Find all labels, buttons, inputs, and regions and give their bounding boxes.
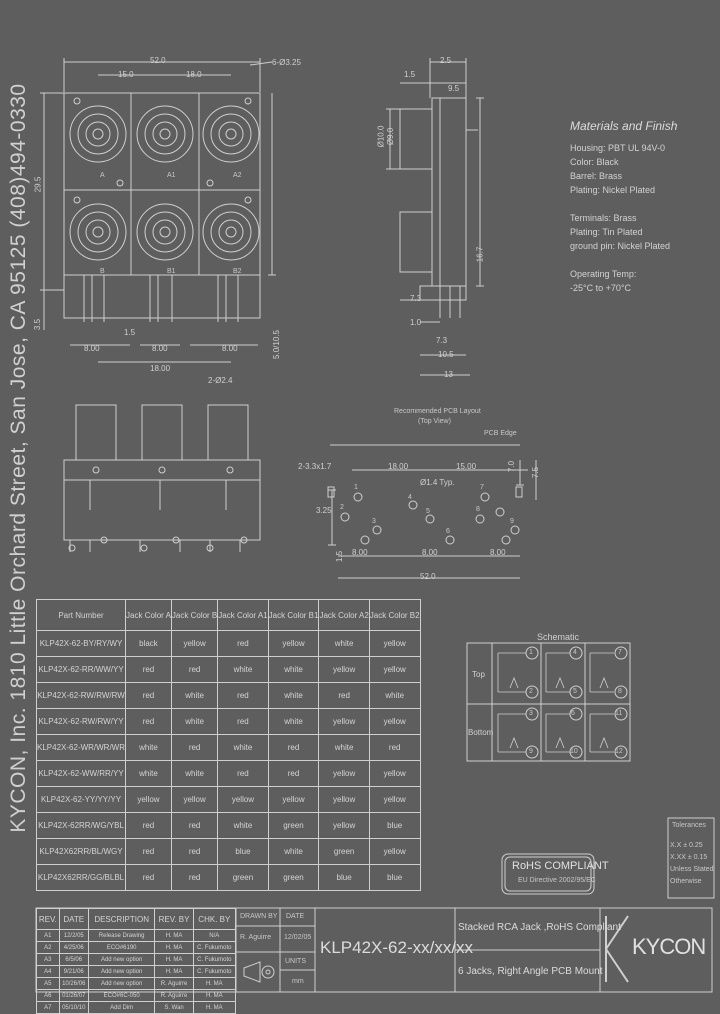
- table-cell: ECO#6190: [88, 942, 155, 954]
- materials-line: ground pin: Nickel Plated: [570, 241, 671, 251]
- description-line-2: 6 Jacks, Right Angle PCB Mount: [458, 966, 603, 977]
- dim-2-5: 2.5: [440, 56, 452, 65]
- dim-15: 15.0: [118, 70, 134, 79]
- table-cell: 05/10/10: [59, 1002, 88, 1014]
- dim-slot: 2-3.3x1.7: [298, 462, 332, 471]
- materials-line: [570, 253, 670, 267]
- dim-1-0: 1.0: [410, 318, 422, 327]
- table-cell: red: [319, 683, 369, 709]
- table-cell: red: [218, 683, 268, 709]
- table-cell: yellow: [218, 787, 268, 813]
- jack-label-b2: B2: [233, 268, 242, 275]
- revision-header-cell: DESCRIPTION: [88, 909, 155, 930]
- dim-15-00: 15.00: [456, 462, 477, 471]
- table-row: [37, 930, 236, 942]
- table-cell: A6: [37, 990, 60, 1002]
- pcb-pin-9: 9: [510, 518, 514, 525]
- dim-7-3: 7.3: [410, 294, 422, 303]
- table-cell: A2: [37, 942, 60, 954]
- dim-8-00-a: 8.00: [84, 344, 100, 353]
- table-cell: yellow: [319, 813, 369, 839]
- table-cell: A5: [37, 978, 60, 990]
- table-cell: white: [171, 683, 217, 709]
- dim-3-25: 3.25: [316, 506, 332, 515]
- kycon-logo: KYCON: [632, 934, 706, 959]
- table-cell: white: [268, 657, 319, 683]
- table-cell: H. MA: [155, 966, 193, 978]
- part-table-header-cell: Part Number: [37, 600, 126, 631]
- table-cell: Add new option: [88, 954, 155, 966]
- pcb-layout-title: Recommended PCB Layout: [394, 408, 481, 415]
- schem-pin-6: 6: [571, 710, 575, 717]
- table-cell: KLP42X-62-RW/RW/RW: [37, 683, 126, 709]
- table-row: [37, 709, 421, 735]
- table-cell: red: [126, 839, 172, 865]
- dim-9-5: 9.5: [448, 84, 460, 93]
- units-label: UNITS: [285, 958, 306, 965]
- table-cell: white: [319, 735, 369, 761]
- table-cell: red: [268, 761, 319, 787]
- table-cell: white: [268, 709, 319, 735]
- table-row: [37, 978, 236, 990]
- dim-dia-10: Ø10.0: [376, 125, 386, 148]
- dim-13: 13: [444, 370, 453, 379]
- revision-header-cell: DATE: [59, 909, 88, 930]
- table-cell: R. Aguirre: [155, 990, 193, 1002]
- materials-line: Color: Black: [570, 157, 619, 167]
- tolerance-line: Unless Stated: [670, 866, 714, 873]
- table-cell: H. MA: [155, 954, 193, 966]
- table-cell: yellow: [369, 839, 420, 865]
- part-table-body: [37, 631, 421, 891]
- schem-pin-11: 11: [615, 710, 623, 717]
- part-table-header-cell: Jack Color B1: [268, 600, 319, 631]
- materials-line: Barrel: Brass: [570, 171, 623, 181]
- revision-table: [36, 908, 236, 1014]
- tolerances-list: [670, 840, 714, 888]
- materials-line: -25°C to +70°C: [570, 283, 631, 293]
- front-view: [40, 58, 276, 362]
- table-row: [37, 735, 421, 761]
- table-cell: red: [218, 631, 268, 657]
- dim-hole-callout: 6-Ø3.25: [272, 58, 301, 67]
- side-view: [386, 58, 484, 375]
- table-cell: yellow: [171, 631, 217, 657]
- jack-label-b: B: [100, 268, 105, 275]
- schem-pin-3: 3: [529, 710, 533, 717]
- table-cell: white: [126, 735, 172, 761]
- table-cell: green: [319, 839, 369, 865]
- table-cell: red: [268, 735, 319, 761]
- materials-line: [570, 197, 670, 211]
- dim-hole-typ: Ø1.4 Typ.: [420, 478, 455, 487]
- table-cell: white: [126, 761, 172, 787]
- description-line-1: Stacked RCA Jack ,RoHS Compliant: [458, 922, 621, 933]
- materials-list: [570, 141, 670, 295]
- table-cell: white: [268, 683, 319, 709]
- dim-1-5-c: 1.5: [335, 550, 345, 563]
- jack-label-a1: A1: [167, 172, 176, 179]
- dim-8-00-b: 8.00: [152, 344, 168, 353]
- table-cell: green: [268, 813, 319, 839]
- table-row: [37, 683, 421, 709]
- table-cell: Add Dim: [88, 1002, 155, 1014]
- dim-8-00-f: 8.00: [490, 548, 506, 557]
- table-cell: KLP42X62RR/GG/BLBL: [37, 865, 126, 891]
- schem-pin-8: 8: [618, 688, 622, 695]
- table-cell: H. MA: [193, 978, 235, 990]
- table-cell: white: [171, 709, 217, 735]
- table-cell: white: [218, 657, 268, 683]
- table-cell: yellow: [319, 709, 369, 735]
- table-cell: ECO#6C-050: [88, 990, 155, 1002]
- table-cell: yellow: [369, 761, 420, 787]
- dim-18: 18.0: [186, 70, 202, 79]
- table-cell: 12/2/05: [59, 930, 88, 942]
- table-cell: red: [218, 709, 268, 735]
- jack-label-b1: B1: [167, 268, 176, 275]
- tolerance-line: X.X ± 0.25: [670, 842, 703, 849]
- dim-16-7: 16.7: [475, 246, 485, 263]
- part-number-table: [36, 599, 421, 891]
- table-cell: yellow: [268, 787, 319, 813]
- table-row: [37, 813, 421, 839]
- schem-pin-1: 1: [529, 649, 533, 656]
- table-cell: yellow: [268, 631, 319, 657]
- jack-label-a: A: [100, 172, 105, 179]
- table-row: [37, 761, 421, 787]
- table-cell: white: [319, 631, 369, 657]
- schem-pin-7: 7: [618, 649, 622, 656]
- dim-7-3-b: 7.3: [436, 336, 448, 345]
- dim-dia-9: Ø9.0: [386, 127, 396, 146]
- part-number-title: KLP42X-62-xx/xx/xx: [320, 938, 474, 957]
- table-row: [37, 865, 421, 891]
- table-cell: C. Fukumoto: [193, 942, 235, 954]
- table-cell: KLP42X-62-WR/WR/WR: [37, 735, 126, 761]
- schematic-bottom-label: Bottom: [468, 728, 494, 737]
- table-cell: Add new option: [88, 978, 155, 990]
- table-cell: blue: [218, 839, 268, 865]
- schem-pin-4: 4: [573, 649, 577, 656]
- table-cell: KLP42X62RR/BL/WGY: [37, 839, 126, 865]
- pcb-pin-7: 7: [480, 484, 484, 491]
- table-cell: red: [171, 657, 217, 683]
- dim-29-5: 29.5: [33, 176, 43, 193]
- table-cell: white: [218, 735, 268, 761]
- schem-pin-12: 12: [615, 748, 623, 755]
- pcb-pin-6: 6: [446, 528, 450, 535]
- revision-header-cell: REV.: [37, 909, 60, 930]
- table-row: [37, 657, 421, 683]
- table-cell: red: [126, 865, 172, 891]
- table-cell: yellow: [369, 709, 420, 735]
- dim-1-5: 1.5: [404, 70, 416, 79]
- dim-3-5: 3.5: [33, 318, 43, 331]
- table-cell: KLP42X-62-BY/RY/WY: [37, 631, 126, 657]
- table-cell: red: [171, 735, 217, 761]
- pcb-pin-4: 4: [408, 494, 412, 501]
- schem-pin-2: 2: [529, 688, 533, 695]
- pcb-pin-1: 1: [354, 484, 358, 491]
- table-cell: Add new option: [88, 966, 155, 978]
- table-cell: yellow: [369, 787, 420, 813]
- rohs-title: RoHS COMPLIANT: [512, 860, 609, 872]
- table-cell: C. Fukumoto: [193, 966, 235, 978]
- units-value: mm: [292, 978, 304, 985]
- revision-table-body: [37, 930, 236, 1014]
- part-table-header-cell: Jack Color B2: [369, 600, 420, 631]
- table-cell: 10/26/06: [59, 978, 88, 990]
- revision-header-cell: REV. BY: [155, 909, 193, 930]
- dim-8-00-c: 8.00: [222, 344, 238, 353]
- table-cell: KLP42X-62-RR/WW/YY: [37, 657, 126, 683]
- table-cell: 4/25/06: [59, 942, 88, 954]
- schem-pin-9: 9: [529, 748, 533, 755]
- dim-8-00-e: 8.00: [422, 548, 438, 557]
- table-cell: red: [171, 813, 217, 839]
- pcb-pin-5: 5: [426, 508, 430, 515]
- table-cell: H. MA: [155, 930, 193, 942]
- company-address-vertical: KYCON, Inc. 1810 Little Orchard Street, San Jose, CA 95125 (408)494-0330: [7, 83, 30, 833]
- part-table-header-cell: Jack Color B: [171, 600, 217, 631]
- pcb-pin-3: 3: [372, 518, 376, 525]
- table-cell: KLP42X-62-YY/YY/YY: [37, 787, 126, 813]
- tolerance-line: X.XX ± 0.15: [670, 854, 708, 861]
- dim-52-b: 52.0: [420, 572, 436, 581]
- revision-table-header-row: [37, 909, 236, 930]
- schem-pin-10: 10: [570, 748, 578, 755]
- table-cell: yellow: [171, 787, 217, 813]
- tolerance-line: Otherwise: [670, 878, 702, 885]
- pcb-edge-label: PCB Edge: [484, 430, 517, 437]
- dim-8-00-d: 8.00: [352, 548, 368, 557]
- schematic-top-label: Top: [472, 670, 485, 679]
- table-row: [37, 990, 236, 1002]
- table-cell: red: [126, 683, 172, 709]
- table-cell: red: [126, 813, 172, 839]
- part-table-header-cell: Jack Color A: [126, 600, 172, 631]
- table-cell: red: [171, 839, 217, 865]
- table-cell: 6/5/06: [59, 954, 88, 966]
- table-cell: 9/21/06: [59, 966, 88, 978]
- materials-line: Housing: PBT UL 94V-0: [570, 143, 666, 153]
- table-row: [37, 942, 236, 954]
- table-cell: S. Wan: [155, 1002, 193, 1014]
- pcb-pin-2: 2: [340, 504, 344, 511]
- materials-line: Operating Temp:: [570, 269, 637, 279]
- table-cell: KLP42X-62-RW/RW/YY: [37, 709, 126, 735]
- part-table-header-row: [37, 600, 421, 631]
- table-cell: white: [268, 839, 319, 865]
- table-cell: black: [126, 631, 172, 657]
- table-cell: blue: [319, 865, 369, 891]
- table-row: [37, 631, 421, 657]
- drawn-by-value: R. Aguirre: [240, 934, 272, 941]
- dim-1-5-b: 1.5: [124, 328, 136, 337]
- table-cell: C. Fukumoto: [193, 954, 235, 966]
- table-cell: Release Drawing: [88, 930, 155, 942]
- table-cell: green: [218, 865, 268, 891]
- date-value: 12/02/05: [284, 934, 312, 941]
- table-cell: H. MA: [155, 942, 193, 954]
- tolerances-title: Tolerances: [672, 822, 706, 829]
- rohs-directive: EU Directive 2002/95/EC: [518, 877, 596, 884]
- table-row: [37, 839, 421, 865]
- table-cell: yellow: [319, 761, 369, 787]
- dim-7-5: 7.5: [531, 466, 541, 479]
- dim-52: 52.0: [150, 56, 166, 65]
- materials-line: Plating: Tin Plated: [570, 227, 643, 237]
- table-cell: KLP42X-62RR/WG/YBL: [37, 813, 126, 839]
- part-table-header-cell: Jack Color A2: [319, 600, 369, 631]
- dim-5-10-5: 5.0/10.5: [271, 330, 281, 359]
- dim-2-holes: 2-Ø2.4: [208, 376, 233, 385]
- pcb-pin-8: 8: [476, 506, 480, 513]
- table-cell: A7: [37, 1002, 60, 1014]
- schem-pin-5: 5: [573, 688, 577, 695]
- pcb-layout: [328, 445, 536, 578]
- dim-7-0: 7.0: [507, 460, 517, 473]
- dim-10-5: 10.5: [438, 350, 454, 359]
- table-cell: red: [369, 735, 420, 761]
- table-cell: yellow: [369, 657, 420, 683]
- table-cell: yellow: [319, 657, 369, 683]
- dim-18-00: 18.00: [150, 364, 171, 373]
- table-cell: H. MA: [193, 990, 235, 1002]
- date-label: DATE: [286, 913, 305, 920]
- table-cell: yellow: [319, 787, 369, 813]
- materials-title: Materials and Finish: [570, 119, 678, 133]
- materials-line: Plating: Nickel Plated: [570, 185, 656, 195]
- table-cell: blue: [369, 865, 420, 891]
- table-cell: white: [171, 761, 217, 787]
- table-cell: 01/26/07: [59, 990, 88, 1002]
- materials-line: Terminals: Brass: [570, 213, 637, 223]
- table-cell: red: [126, 657, 172, 683]
- schematic-title: Schematic: [537, 632, 580, 642]
- table-cell: white: [369, 683, 420, 709]
- table-cell: KLP42X-62-WW/RR/YY: [37, 761, 126, 787]
- table-cell: white: [218, 813, 268, 839]
- table-cell: A4: [37, 966, 60, 978]
- pcb-layout-subtitle: (Top View): [418, 418, 451, 425]
- table-cell: R. Aguirre: [155, 978, 193, 990]
- bottom-view: [64, 405, 260, 552]
- table-row: [37, 787, 421, 813]
- table-cell: yellow: [369, 631, 420, 657]
- table-cell: red: [218, 761, 268, 787]
- table-cell: blue: [369, 813, 420, 839]
- dim-18-00-b: 18.00: [388, 462, 409, 471]
- table-cell: red: [171, 865, 217, 891]
- revision-header-cell: CHK. BY: [193, 909, 235, 930]
- schematic-drawing: [467, 643, 630, 761]
- table-row: [37, 966, 236, 978]
- drawn-by-label: DRAWN BY: [240, 913, 278, 920]
- table-cell: A3: [37, 954, 60, 966]
- table-cell: green: [268, 865, 319, 891]
- part-table-header-cell: Jack Color A1: [218, 600, 268, 631]
- table-row: [37, 954, 236, 966]
- jack-label-a2: A2: [233, 172, 242, 179]
- table-cell: N/A: [193, 930, 235, 942]
- table-cell: A1: [37, 930, 60, 942]
- table-cell: H. MA: [193, 1002, 235, 1014]
- table-cell: yellow: [126, 787, 172, 813]
- table-cell: red: [126, 709, 172, 735]
